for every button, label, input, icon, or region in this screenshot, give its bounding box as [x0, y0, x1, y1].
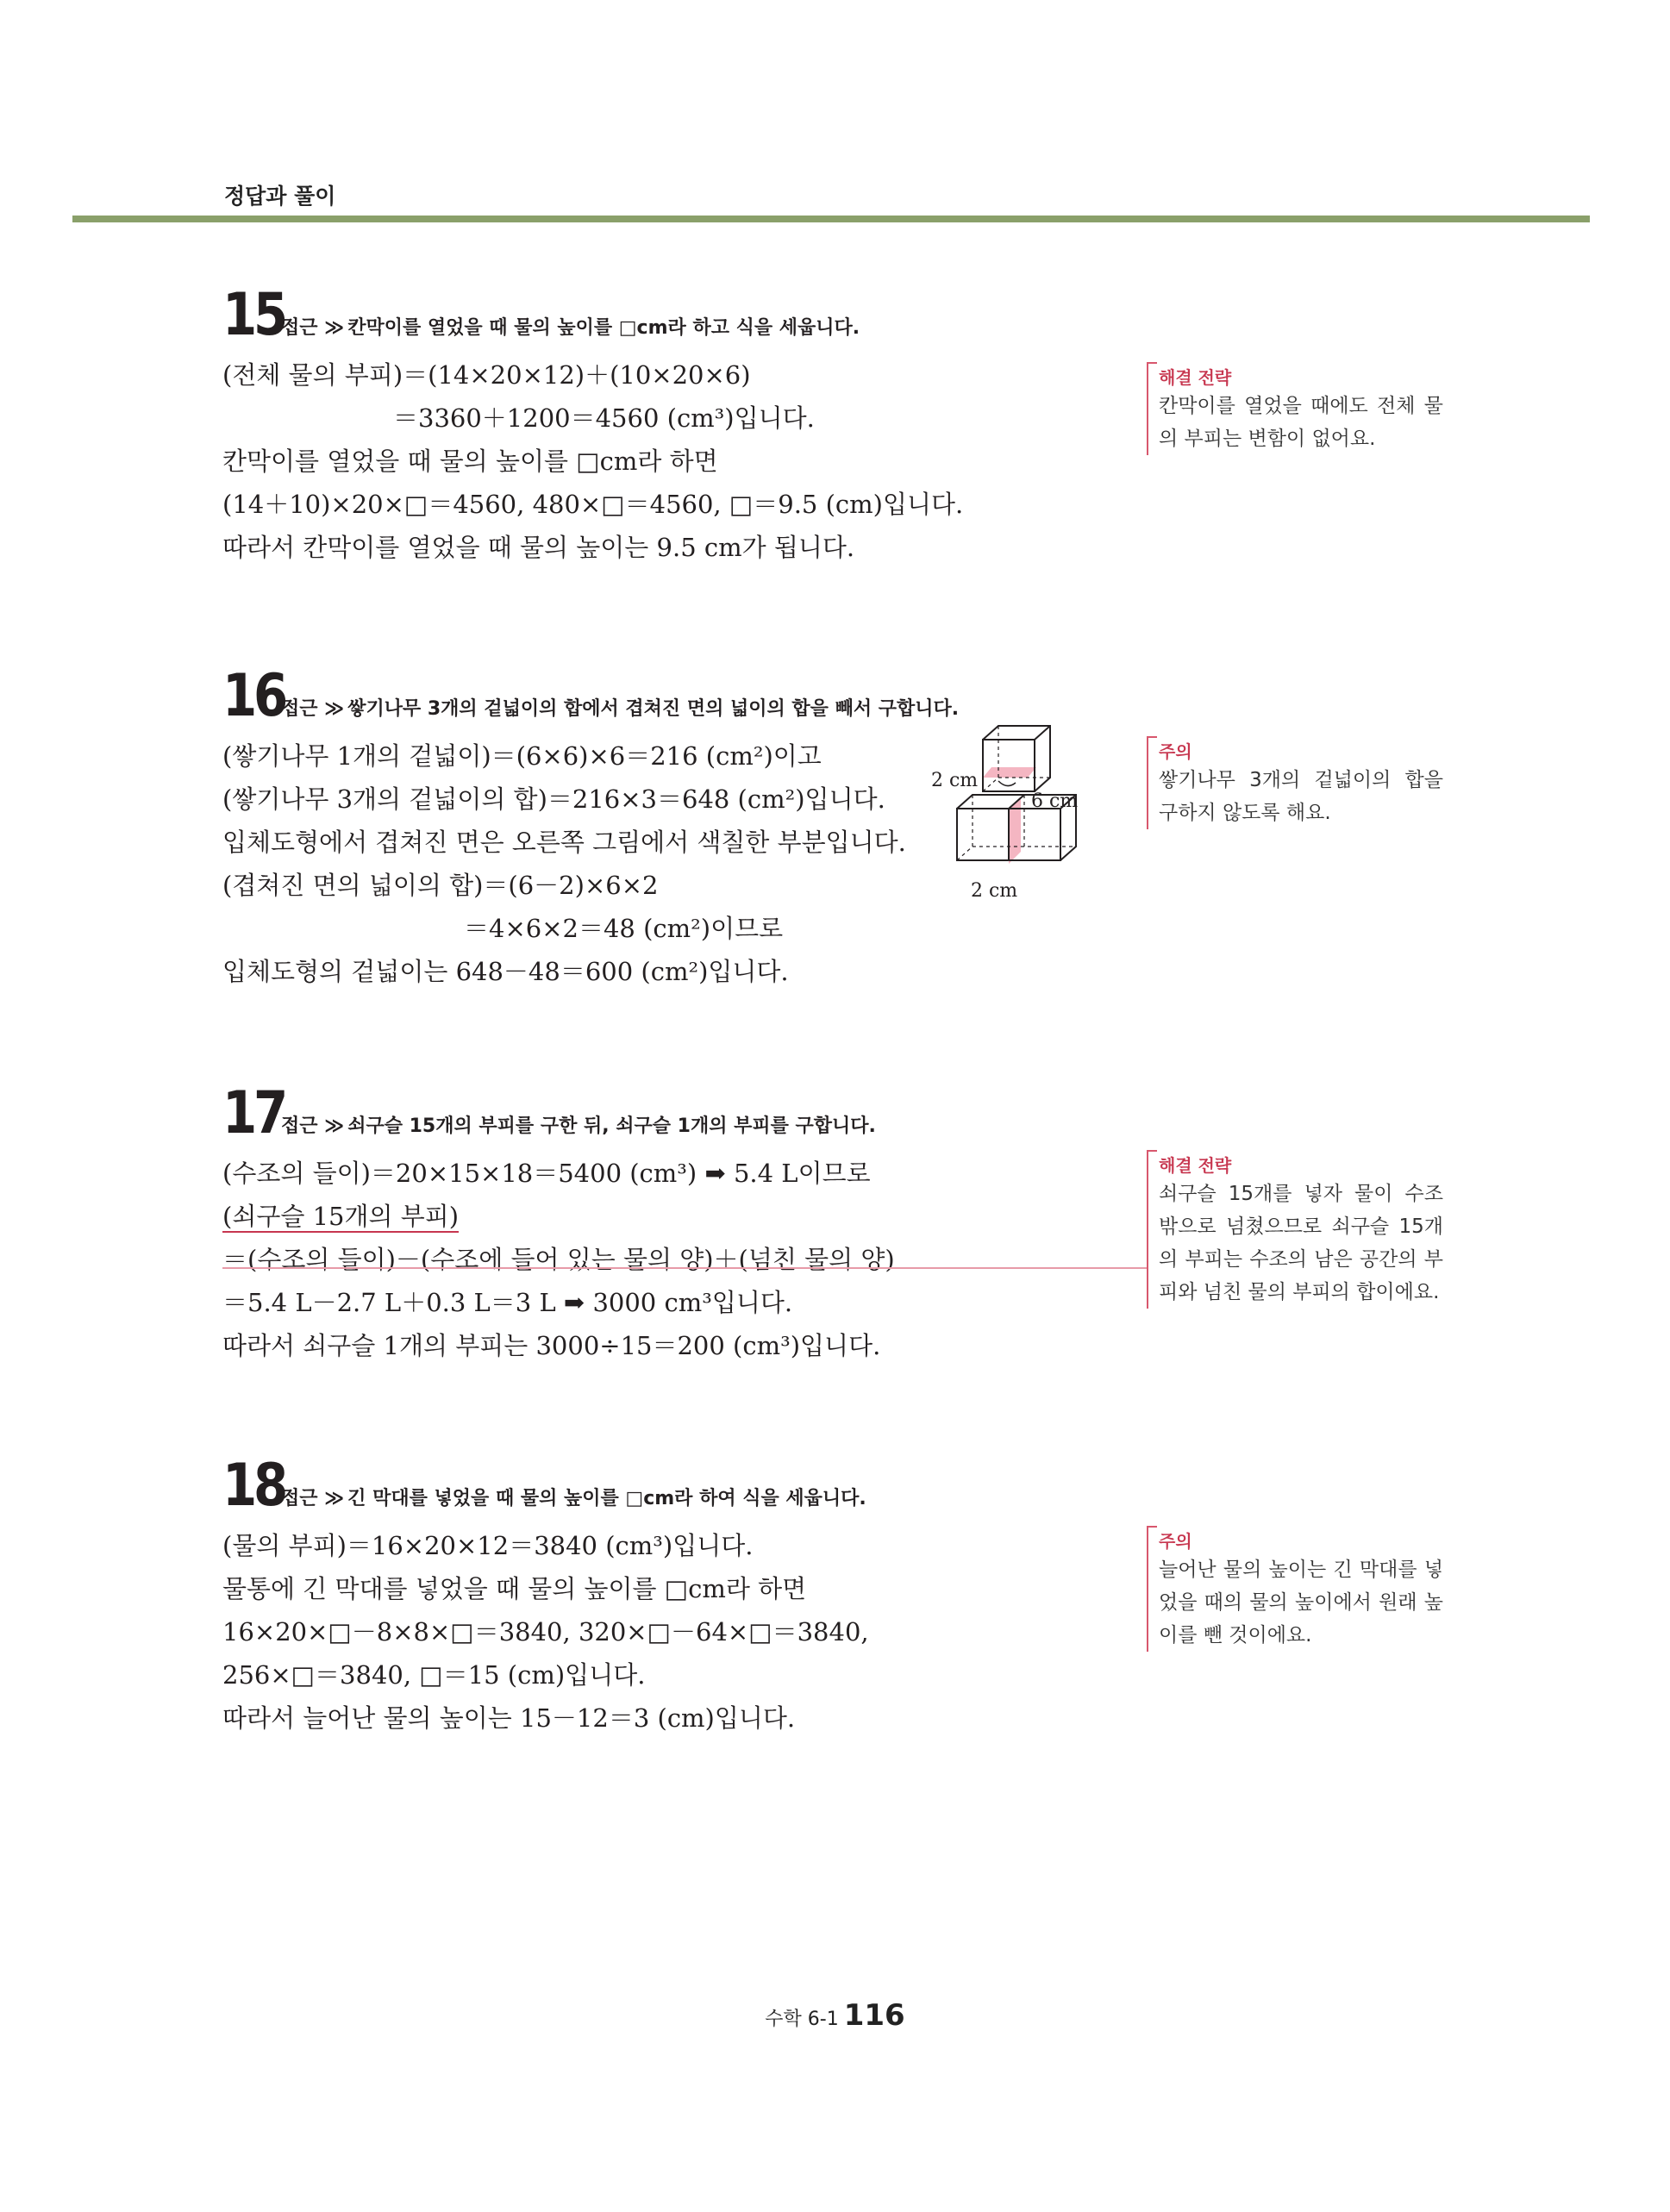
side-note-caution-16 — [1147, 736, 1443, 829]
page-number: 116 — [843, 1998, 905, 2033]
side-note-body: 쌓기나무 3개의 겉넓이의 합을 구하지 않도록 해요. — [1159, 769, 1443, 824]
solution-line: 16×20×□－8×8×□＝3840, 320×□－64×□＝3840, — [222, 1617, 869, 1647]
overlap-face-top — [983, 767, 1036, 778]
problem-number: 18 — [222, 1452, 285, 1520]
solution-line: (14＋10)×20×□＝4560, 480×□＝4560, □＝9.5 (cm)입니다. — [222, 490, 964, 519]
problem-heading — [222, 1072, 1136, 1147]
approach-text: 쌓기나무 3개의 겉넓이의 합에서 겹쳐진 면의 넓이의 합을 빼서 구합니다. — [347, 698, 960, 720]
approach-line — [281, 1111, 876, 1138]
side-note-title: 주의 — [1159, 741, 1192, 762]
section-header: 정답과 풀이 — [224, 184, 336, 209]
side-note-strategy-15 — [1147, 362, 1443, 455]
solution-line: (물의 부피)＝16×20×12＝3840 (cm³)입니다. — [222, 1531, 754, 1560]
label-bottom: 2 cm — [971, 880, 1018, 902]
side-note-strategy-17 — [1147, 1150, 1443, 1309]
solution-line: (쌓기나무 3개의 겉넓이의 합)＝216×3＝648 (cm²)입니다. — [222, 784, 885, 814]
solution-line: (전체 물의 부피)＝(14×20×12)＋(10×20×6) — [222, 360, 751, 390]
solution-line: (쌓기나무 1개의 겉넓이)＝(6×6)×6＝216 (cm²)이고 — [222, 741, 822, 771]
page-footer — [0, 1998, 1670, 2033]
stacked-cubes-figure — [914, 724, 1121, 909]
solution-line: (수조의 들이)＝20×15×18＝5400 (cm³) ➡ 5.4 L이므로 — [222, 1159, 871, 1188]
problem-heading — [222, 1445, 1136, 1520]
approach-line — [281, 694, 959, 721]
solution-line: 따라서 칸막이를 열었을 때 물의 높이는 9.5 cm가 됩니다. — [222, 533, 855, 562]
solution-line: ＝5.4 L－2.7 L＋0.3 L＝3 L ➡ 3000 cm³입니다. — [222, 1288, 793, 1317]
approach-label: 접근 ≫ — [281, 317, 345, 339]
top-cube — [983, 726, 1050, 791]
problem-number: 15 — [222, 281, 285, 349]
approach-line — [281, 1484, 866, 1510]
approach-line — [281, 313, 860, 340]
approach-label: 접근 ≫ — [281, 1115, 345, 1137]
solution-line-underlined — [222, 1195, 1136, 1238]
solution-line: 따라서 쇠구슬 1개의 부피는 3000÷15＝200 (cm³)입니다. — [222, 1331, 881, 1360]
approach-label: 접근 ≫ — [281, 698, 345, 720]
label-right: 6 cm — [1031, 790, 1079, 812]
problem-heading — [222, 655, 1136, 730]
side-note-body: 칸막이를 열었을 때에도 전체 물의 부피는 변함이 없어요. — [1159, 395, 1443, 450]
footer-subject: 수학 6-1 — [765, 2009, 839, 2030]
solution-line: ＝3360＋1200＝4560 (cm³)입니다. — [393, 403, 815, 433]
approach-text: 칸막이를 열었을 때 물의 높이를 □cm라 하고 식을 세웁니다. — [347, 317, 860, 339]
solution-line: 물통에 긴 막대를 넣었을 때 물의 높이를 □cm라 하면 — [222, 1574, 807, 1603]
underlined-text: (쇠구슬 15개의 부피) — [222, 1202, 460, 1231]
side-note-title: 해결 전략 — [1159, 367, 1232, 388]
solution-line: 따라서 늘어난 물의 높이는 15－12＝3 (cm)입니다. — [222, 1703, 796, 1733]
solution-line: 칸막이를 열었을 때 물의 높이를 □cm라 하면 — [222, 447, 718, 476]
dimension-arrow — [998, 781, 1016, 786]
problem-17 — [222, 1072, 1136, 1367]
pink-divider — [222, 1267, 1147, 1269]
side-note-caution-18 — [1147, 1526, 1443, 1652]
side-note-body: 쇠구슬 15개를 넣자 물이 수조 밖으로 넘쳤으므로 쇠구슬 15개의 부피는 수조의 남은 공간의 부피와 넘친 물의 부피의 합이에요. — [1159, 1183, 1443, 1303]
approach-text: 쇠구슬 15개의 부피를 구한 뒤, 쇠구슬 1개의 부피를 구합니다. — [347, 1115, 876, 1137]
header-rule — [72, 216, 1590, 222]
problem-heading — [222, 274, 1136, 349]
solution-line: ＝4×6×2＝48 (cm²)이므로 — [464, 914, 784, 943]
solution-line: 256×□＝3840, □＝15 (cm)입니다. — [222, 1660, 646, 1690]
problem-number: 16 — [222, 662, 285, 730]
solution-line: (겹쳐진 면의 넓이의 합)＝(6－2)×6×2 — [222, 871, 659, 900]
solution-line: ＝(수조의 들이)－(수조에 들어 있는 물의 양)＋(넘친 물의 양) — [222, 1245, 895, 1274]
approach-label: 접근 ≫ — [281, 1488, 345, 1509]
approach-text: 긴 막대를 넣었을 때 물의 높이를 □cm라 하여 식을 세웁니다. — [347, 1488, 866, 1509]
side-note-title: 해결 전략 — [1159, 1155, 1232, 1176]
solution-line: 입체도형의 겉넓이는 648－48＝600 (cm²)입니다. — [222, 957, 789, 986]
side-note-body: 늘어난 물의 높이는 긴 막대를 넣었을 때의 물의 높이에서 원래 높이를 뺀 것이에요. — [1159, 1559, 1443, 1647]
label-left: 2 cm — [931, 770, 979, 791]
side-note-title: 주의 — [1159, 1531, 1192, 1552]
problem-15 — [222, 274, 1136, 569]
problem-18 — [222, 1445, 1136, 1740]
problem-number: 17 — [222, 1079, 285, 1147]
cubes-drawing — [914, 724, 1121, 909]
solution-line: 입체도형에서 겹쳐진 면은 오른쪽 그림에서 색칠한 부분입니다. — [222, 828, 906, 857]
